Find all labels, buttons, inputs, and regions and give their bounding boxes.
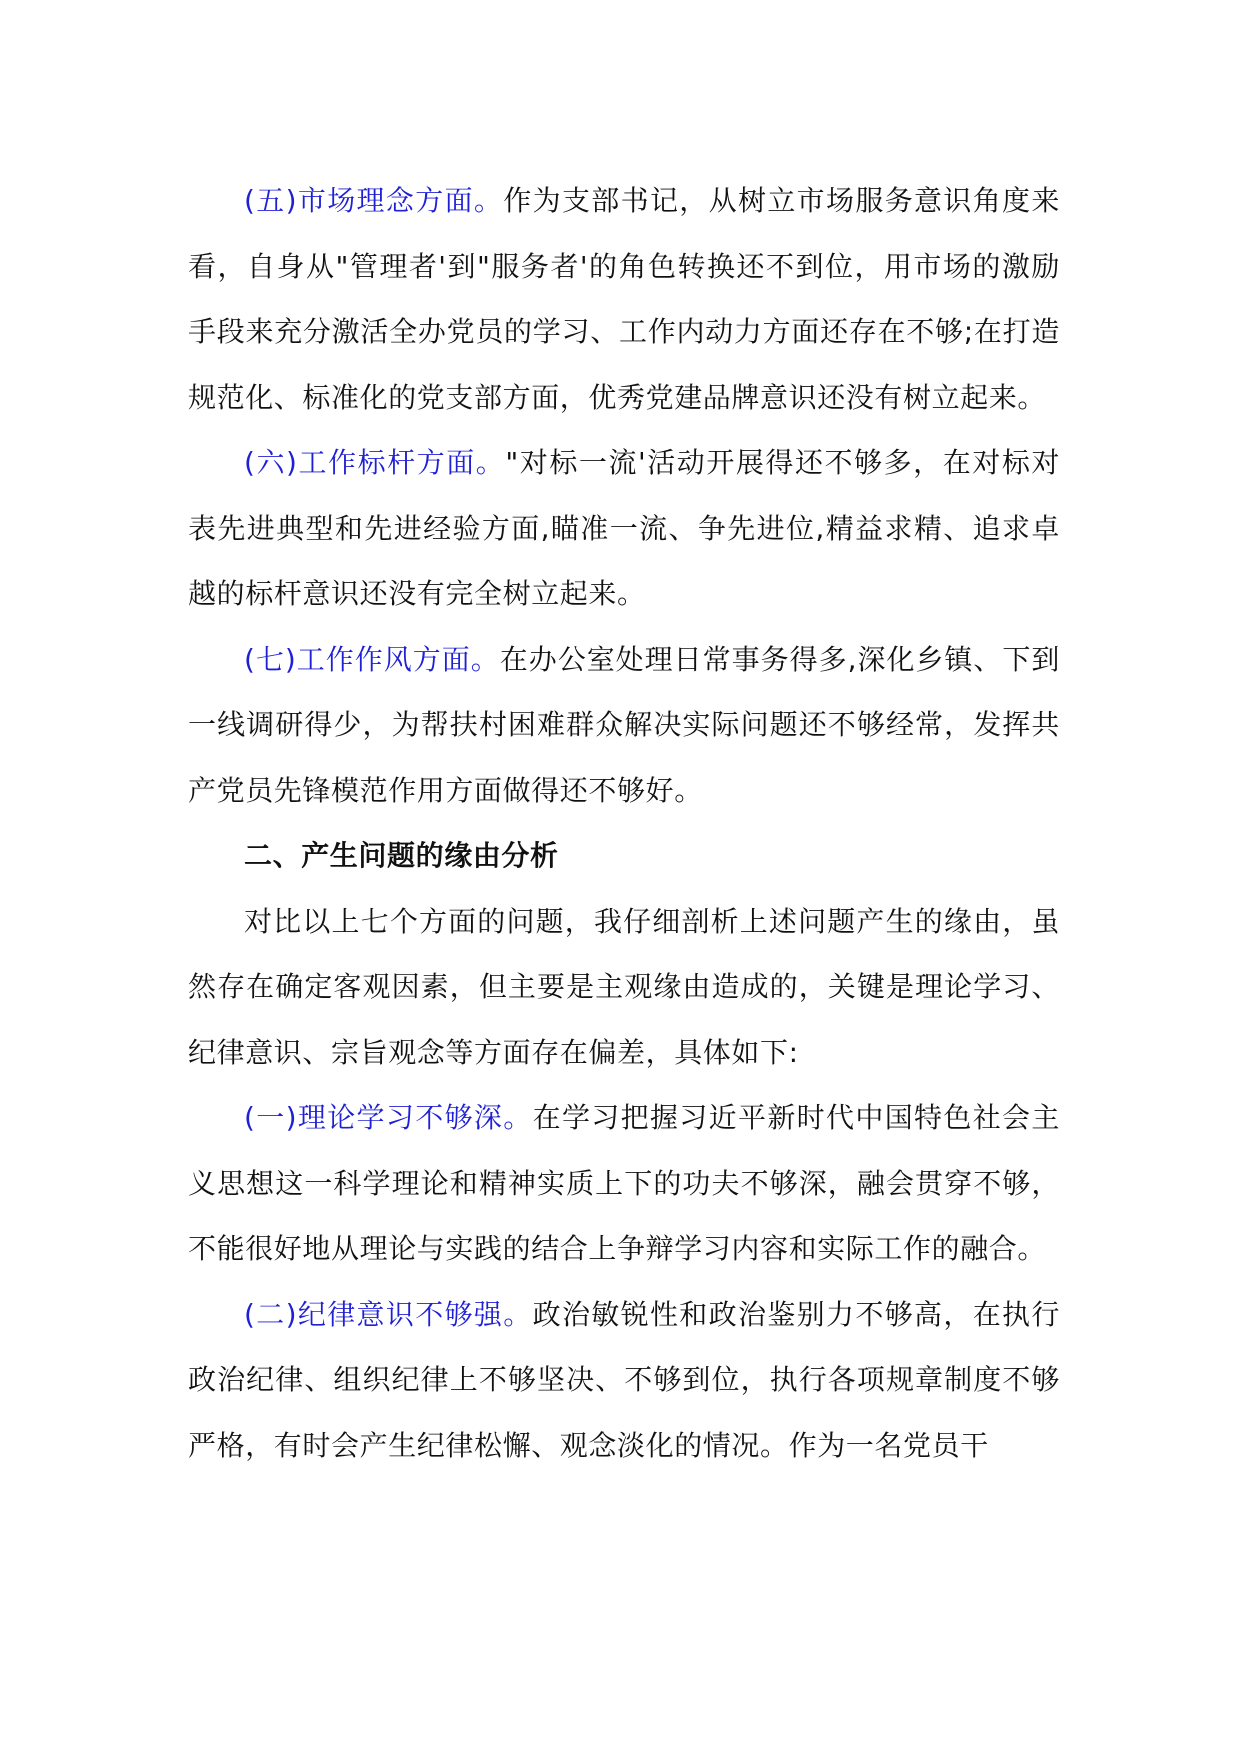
paragraph-lead: (五)市场理念方面。 [244, 184, 504, 217]
paragraph-lead: (六)工作标杆方面。 [244, 446, 506, 479]
paragraph-text: 政治敏锐性和政治鉴别力不够高，在执行政治纪律、组织纪律上不够坚决、不够到位，执行各项规章制度不够严格，有时会产生纪律松懈、观念淡化的情况。作为一名党员干 [188, 1297, 1061, 1462]
paragraph-work-style [188, 627, 1060, 824]
paragraph-market-concept [188, 168, 1060, 430]
paragraph-text: "对标一流'活动开展得还不够多，在对标对表先进典型和先进经验方面,瞄准一流、争先进位,精益求精、追求卓越的标杆意识还没有完全树立起来。 [188, 446, 1060, 610]
paragraph-theory-study [188, 1085, 1060, 1282]
paragraph-work-benchmark [188, 430, 1060, 627]
paragraph-text: 在办公室处理日常事务得多,深化乡镇、下到一线调研得少，为帮扶村困难群众解决实际问题还不够经常，发挥共产党员先锋模范作用方面做得还不够好。 [188, 642, 1060, 807]
paragraph-text: 在学习把握习近平新时代中国特色社会主义思想这一科学理论和精神实质上下的功夫不够深，融会贯穿不够，不能很好地从理论与实践的结合上争辩学习内容和实际工作的融合。 [188, 1101, 1061, 1265]
paragraph-text: 作为支部书记，从树立市场服务意识角度来看，自身从"管理者'到"服务者'的角色转换还不到位，用市场的激励手段来充分激活全办党员的学习、工作内动力方面还存在不够;在打造规范化、标准化的党支部方面，优秀党建品牌意识还没有树立起来。 [188, 184, 1060, 414]
section-heading: 二、产生问题的缘由分析 [244, 839, 559, 872]
paragraph-discipline-awareness [188, 1282, 1060, 1479]
paragraph-lead: (七)工作作风方面。 [244, 642, 500, 676]
document-body [188, 168, 1060, 1478]
paragraph-lead: (二)纪律意识不够强。 [244, 1297, 533, 1331]
paragraph-intro: 对比以上七个方面的问题，我仔细剖析上述问题产生的缘由，虽然存在确定客观因素，但主要是主观缘由造成的，关键是理论学习、纪律意识、宗旨观念等方面存在偏差，具体如下: [188, 904, 1060, 1069]
paragraph-lead: (一)理论学习不够深。 [244, 1101, 533, 1134]
